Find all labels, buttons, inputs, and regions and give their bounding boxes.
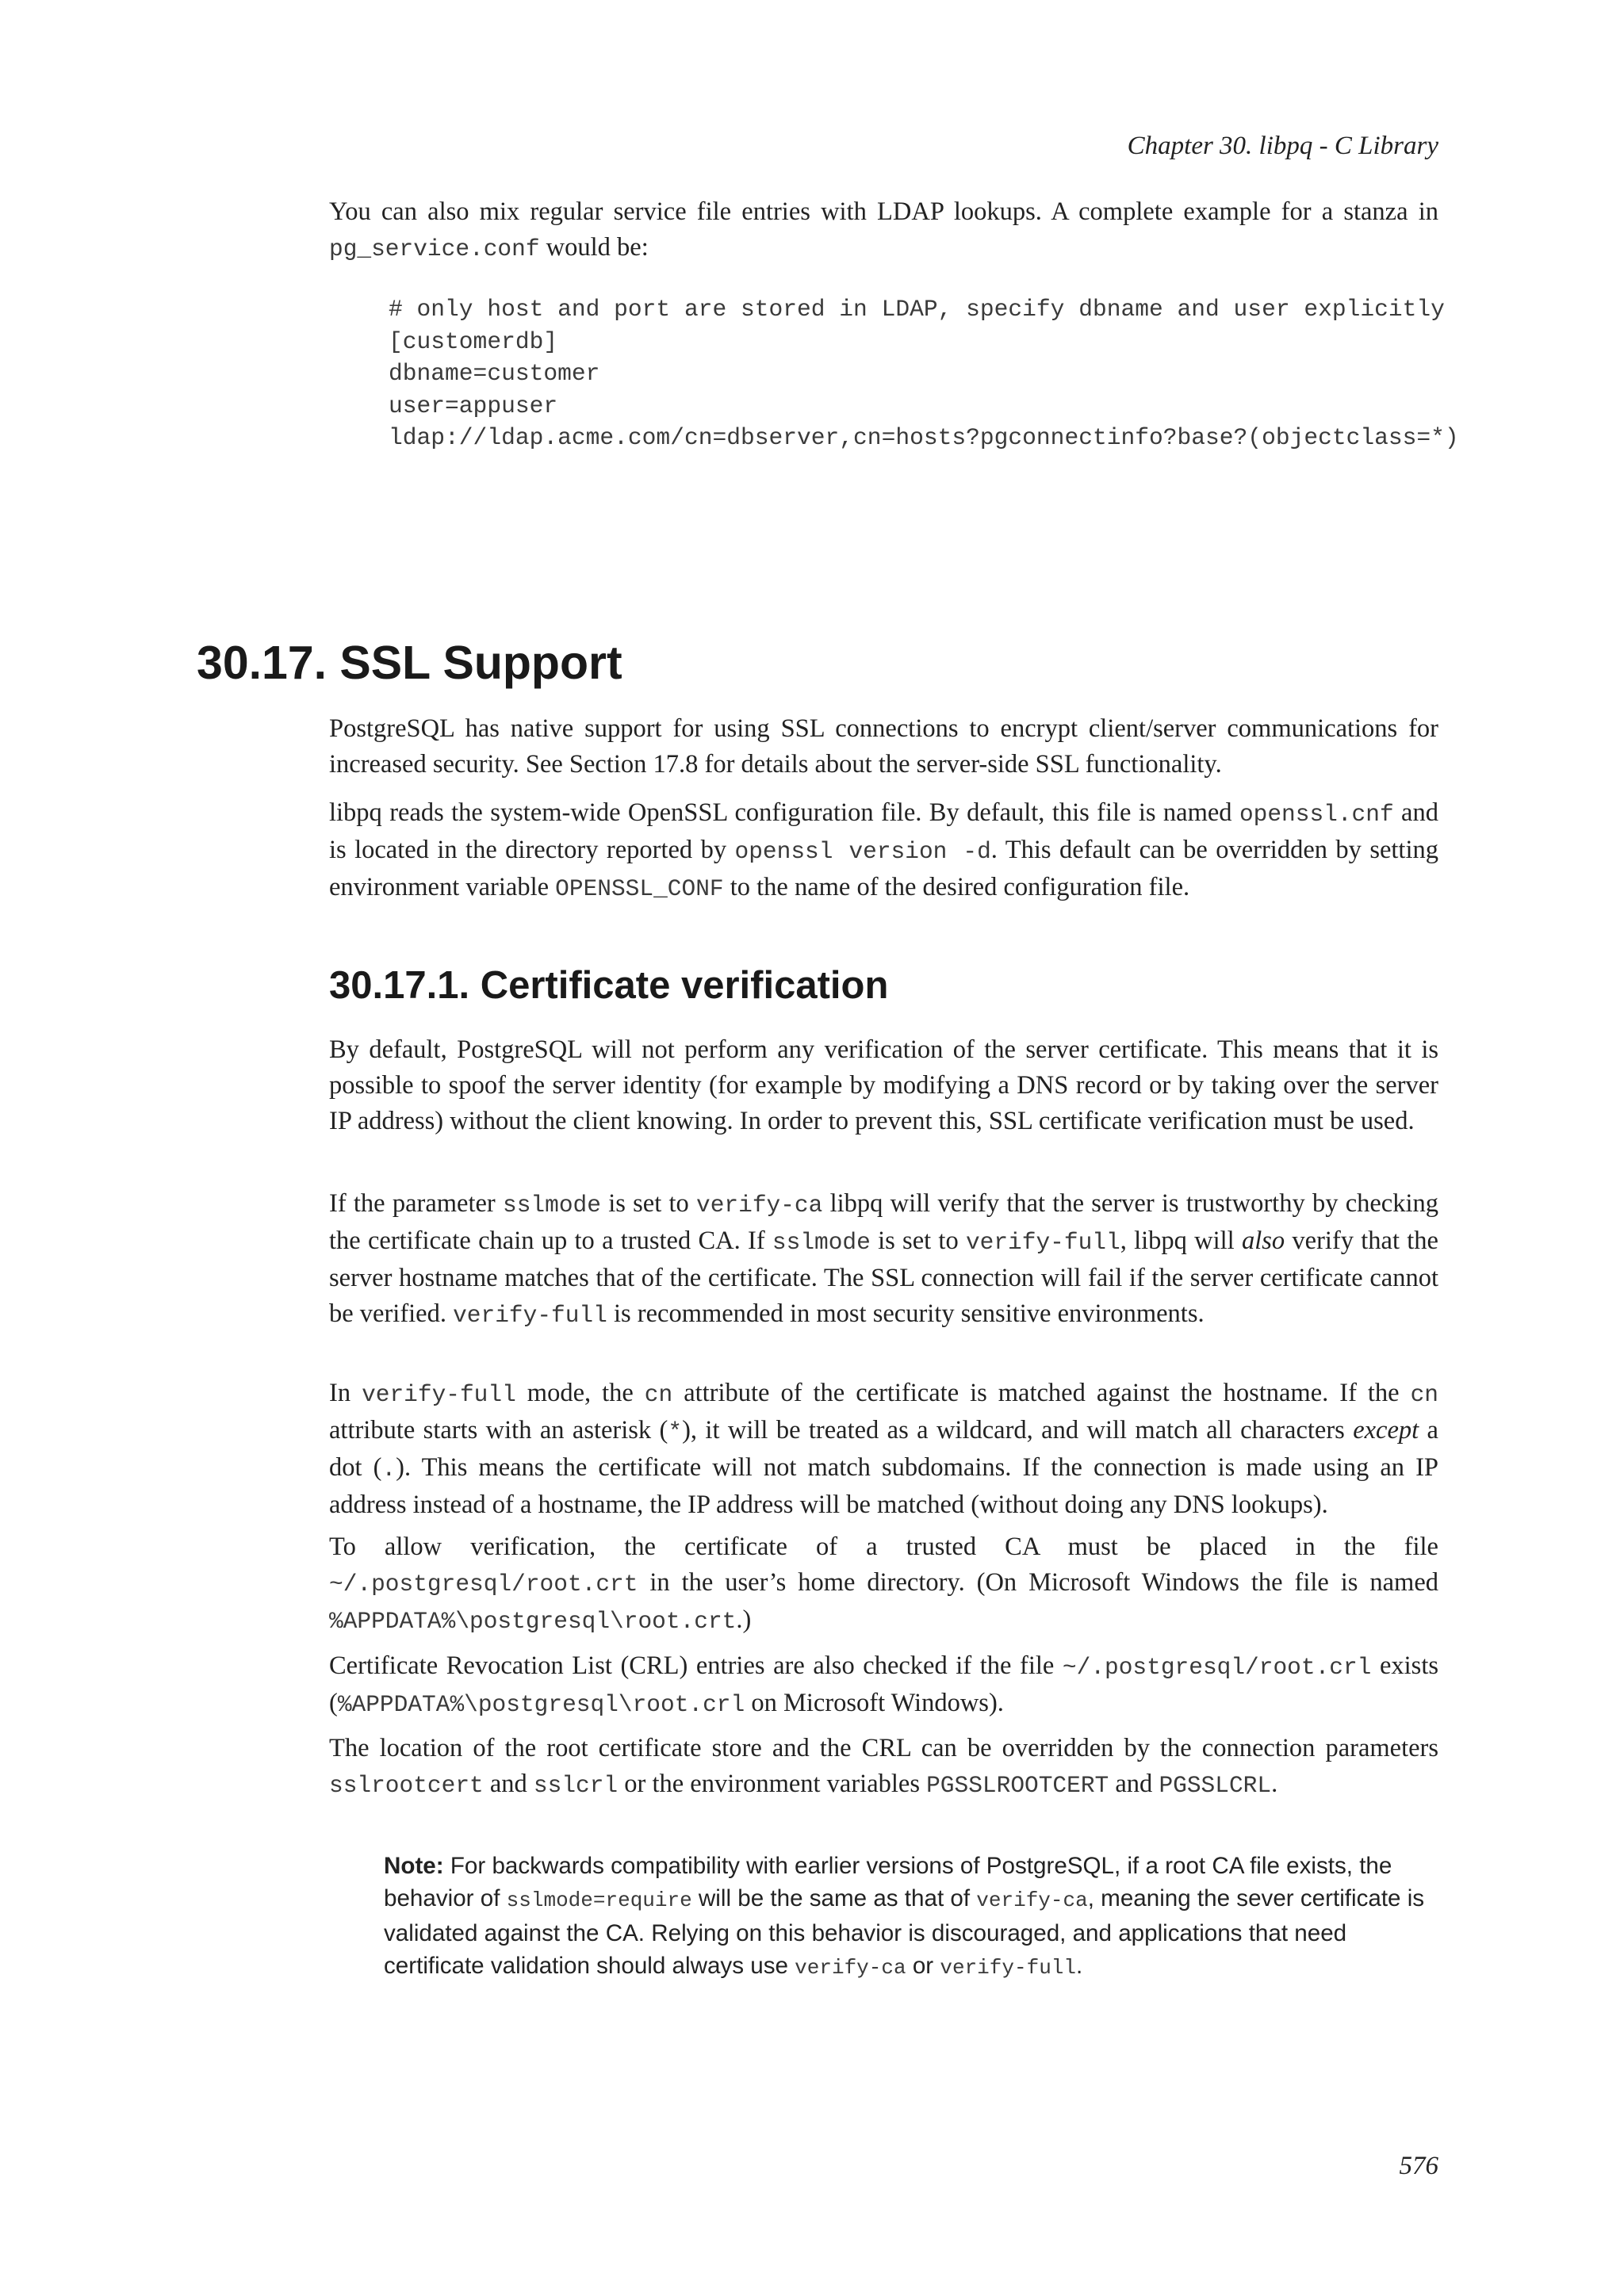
text-run: .) [736,1605,752,1634]
text-run: to the name of the desired configuration file. [723,873,1190,901]
text-run: If the parameter [329,1189,504,1218]
emphasis: also [1241,1226,1285,1255]
code-line: ldap://ldap.acme.com/cn=dbserver,cn=hosts?pgconnectinfo?base?(objectclass=*) [389,424,1459,451]
inline-code: verify-ca [795,1956,906,1980]
text-run: or [906,1953,940,1979]
text-run: libpq will verify that the server is trustworthy by checking the certificate chain up to a trusted CA. If [329,1189,1438,1255]
text-run: = [592,1888,606,1912]
note-block [384,1850,1438,1984]
inline-code: . [381,1456,396,1483]
inline-code: sslmode [772,1229,871,1256]
text-run: is set to [870,1226,966,1255]
text-run: in the user’s home directory. (On Microsoft Windows the file is named [638,1568,1438,1597]
inline-code: sslmode [503,1192,601,1219]
inline-code: %APPDATA%\postgresql\root.crt [329,1608,737,1635]
page-number: 576 [1399,2152,1438,2180]
text-run: , meaning the sever certificate is validated against the CA. Relying on this behavior is discouraged, and applications that need certificate validation should always use [384,1885,1425,1979]
section-paragraph-2 [329,795,1438,907]
text-run: ). This means the certificate will not match subdomains. If the connection is made using an IP address instead of a hostname, the IP address will be matched (without doing any DNS lookups). [329,1453,1439,1519]
text-run: The location of the root certificate store and the CRL can be overridden by the connection parameters [329,1734,1438,1762]
emphasis: except [1353,1416,1419,1445]
text-run: ), it will be treated as a wildcard, and will match all characters [682,1416,1354,1445]
inline-code: verify-ca [976,1888,1088,1912]
text-run: , libpq will [1120,1226,1242,1255]
inline-code: verify-full [940,1956,1077,1980]
inline-code: verify-full [453,1302,607,1329]
code-block [389,293,1459,454]
text-run: or the environment variables [618,1770,927,1798]
text-run: is recommended in most security sensitive environments. [607,1299,1205,1328]
text-run: will be the same as that of [691,1885,977,1911]
section-paragraph-1: PostgreSQL has native support for using SSL connections to encrypt client/server communications for increased security. See Section 17.8 for details about the server-side SSL functionality. [329,714,1438,779]
inline-code: cn [1410,1381,1438,1408]
section-heading: 30.17. SSL Support [197,637,622,689]
inline-code: verify-full [965,1229,1120,1256]
inline-code: sslmode [506,1888,593,1912]
inline-code: openssl version -d [734,838,991,865]
subsection-paragraph-2 [329,1186,1438,1334]
text-run: libpq reads the system-wide OpenSSL configuration file. By default, this file is named [329,798,1239,827]
subsection-paragraph-1: By default, PostgreSQL will not perform any verification of the server certificate. This means that it is possible to spoof the server identity (for example by modifying a DNS record or by taking over the server IP address) without the client knowing. In order to prevent this, SSL certificate verification must be used. [329,1035,1438,1135]
text-run: and [1109,1770,1159,1798]
text-run: verify that the server hostname matches that of the certificate. The SSL connection will fail if the server certificate cannot be verified. [329,1226,1438,1328]
subsection-paragraph-4 [329,1529,1438,1640]
subsection-paragraph-5 [329,1648,1438,1723]
text-run: on Microsoft Windows). [745,1689,1004,1717]
inline-code: PGSSLROOTCERT [926,1772,1109,1799]
text-run: exists ( [329,1651,1438,1717]
inline-code: %APPDATA%\postgresql\root.crl [337,1691,745,1718]
code-line: dbname=customer [389,360,600,387]
subsection-paragraph-6 [329,1731,1438,1804]
text-run: attribute starts with an asterisk ( [329,1416,668,1445]
inline-code: require [605,1888,692,1912]
inline-code: ~/.postgresql/root.crt [329,1571,638,1598]
inline-code: verify-ca [696,1192,823,1219]
inline-code: * [668,1418,683,1445]
text-run: For backwards compatibility with earlier versions of PostgreSQL, if a root CA file exists, the behavior of [384,1853,1392,1911]
text-run: and is located in the directory reported by [329,798,1438,864]
text-run: In [329,1379,362,1407]
inline-code: verify-full [362,1381,516,1408]
inline-code: openssl.cnf [1239,801,1394,828]
text-run: To allow verification, the certificate of a trusted CA must be placed in the file [329,1533,1438,1561]
inline-code: pg_service.conf [329,235,540,262]
code-line: # only host and port are stored in LDAP, specify dbname and user explicitly [389,296,1445,323]
subsection-heading: 30.17.1. Certificate verification [329,964,889,1007]
inline-code: sslcrl [533,1772,619,1799]
code-line: [customerdb] [389,327,558,355]
inline-code: sslrootcert [329,1772,484,1799]
inline-code: PGSSLCRL [1159,1772,1272,1799]
text-run: attribute of the certificate is matched against the hostname. If the [672,1379,1411,1407]
text-run: a dot ( [329,1416,1438,1482]
text-run: Certificate Revocation List (CRL) entries are also checked if the file [329,1651,1063,1680]
running-header: Chapter 30. libpq - C Library [1127,132,1438,160]
text-run: . This default can be overridden by setting environment variable [329,836,1438,901]
inline-code: cn [644,1381,673,1408]
subsection-paragraph-3 [329,1376,1438,1523]
intro-paragraph [329,194,1438,267]
text-run: . [1271,1770,1278,1798]
text-run: and [483,1770,534,1798]
inline-code: OPENSSL_CONF [555,875,724,902]
code-line: user=appuser [389,392,558,419]
text-run: . [1076,1953,1083,1979]
text-run: You can also mix regular service file entries with LDAP lookups. A complete example for a stanza in [329,197,1438,226]
text-run: is set to [600,1189,697,1218]
inline-code: ~/.postgresql/root.crl [1062,1654,1372,1681]
text-run: would be: [539,233,649,262]
text-run: mode, the [515,1379,645,1407]
note-label: Note: [384,1853,444,1879]
